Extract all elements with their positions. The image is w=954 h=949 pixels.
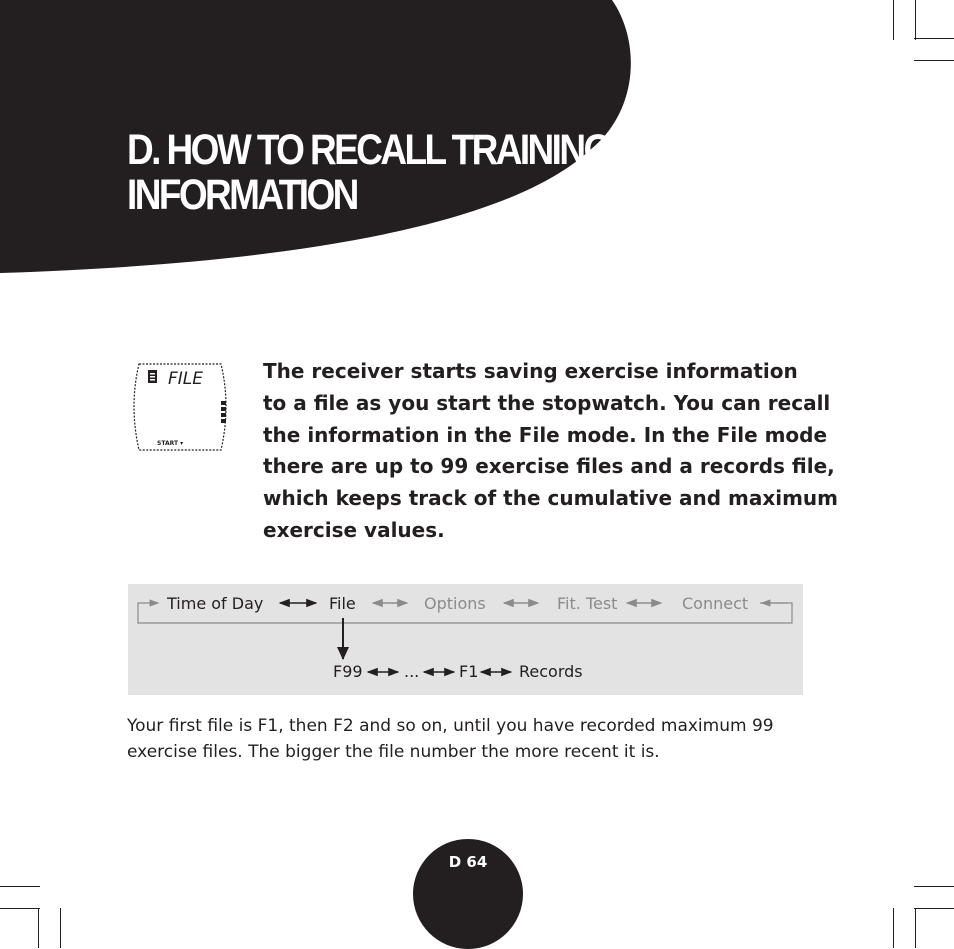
sub-item-f99: F99: [333, 662, 363, 681]
mode-flow-diagram: [128, 584, 803, 695]
page-title-line-2: INFORMATION: [127, 171, 357, 219]
file-icon: [148, 370, 157, 383]
intro-paragraph: [263, 356, 838, 547]
mode-connect: Connect: [682, 594, 749, 613]
page-title-line-1: D. HOW TO RECALL TRAINING: [127, 126, 610, 174]
sub-item-records: Records: [519, 662, 583, 681]
body-line: Your first file is F1, then F2 and so on, until you have recorded maximum 99: [127, 716, 774, 736]
page-number: D 64: [448, 853, 488, 871]
intro-line: which keeps track of the cumulative and maximum: [263, 486, 838, 511]
body-paragraph: [127, 713, 827, 765]
intro-line: The receiver starts saving exercise information: [263, 359, 798, 383]
watch-display-illustration: [127, 361, 233, 453]
mode-time-of-day: Time of Day: [167, 594, 264, 613]
watch-start-label: START ▾: [157, 440, 184, 447]
sub-item-f1: F1: [459, 662, 479, 681]
intro-line: to a file as you start the stopwatch. You can recall: [263, 390, 831, 415]
watch-mode-text: FILE: [168, 369, 204, 389]
mode-file: File: [329, 594, 356, 613]
sub-item-ellipsis: ...: [404, 662, 420, 681]
mode-options: Options: [424, 594, 486, 613]
page-title: [127, 128, 610, 218]
down-arrow-head: [337, 647, 349, 660]
intro-line: exercise values.: [263, 517, 445, 542]
mode-fit-test: Fit. Test: [557, 594, 618, 613]
intro-line: the information in the File mode. In the File mode: [263, 422, 828, 447]
body-line: exercise files. The bigger the file number the more recent it is.: [127, 742, 660, 762]
intro-line: there are up to 99 exercise files and a records file,: [263, 454, 835, 479]
